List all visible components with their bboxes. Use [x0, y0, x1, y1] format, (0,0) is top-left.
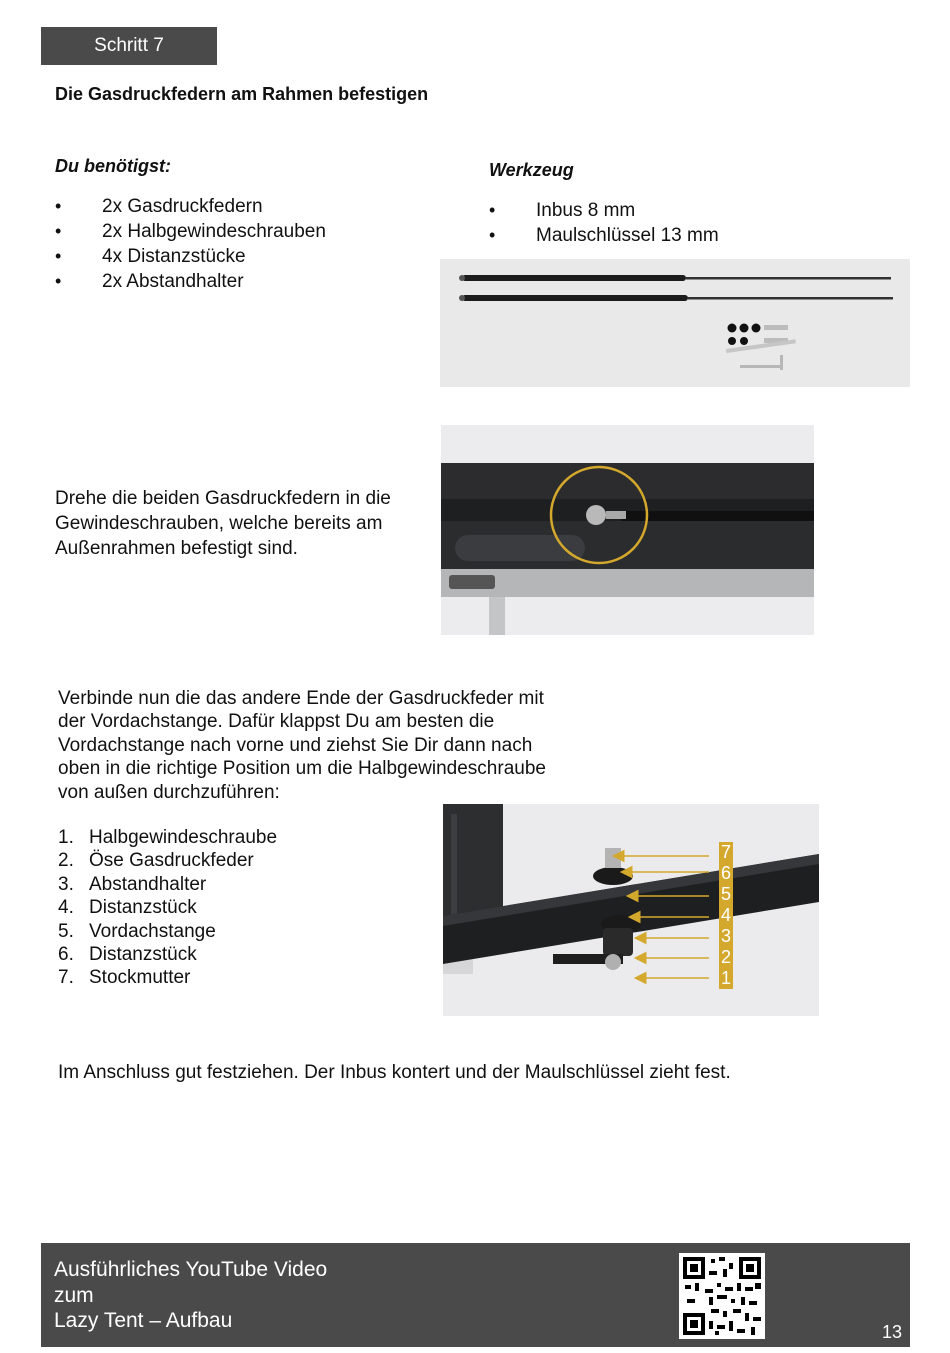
- instruction-1-line: Drehe die beiden Gasdruckfedern in die: [55, 488, 391, 509]
- instruction-2-line: Vordachstange nach vorne und ziehst Sie Dir dann nach: [58, 734, 533, 756]
- photo-number: 1: [720, 968, 732, 988]
- list-item: • Maulschlüssel 13 mm: [489, 223, 719, 248]
- list-item: 5. Vordachstange: [58, 920, 216, 942]
- parts-list: [58, 826, 277, 990]
- list-item: • 2x Abstandhalter: [55, 269, 326, 294]
- list-item: 1. Halbgewindeschraube: [58, 827, 278, 848]
- list-item: 4. Distanzstück: [58, 897, 197, 919]
- instruction-1: [55, 486, 391, 561]
- mounting-photo: [441, 425, 814, 635]
- photo-number: 3: [720, 926, 732, 946]
- list-item: 3. Abstandhalter: [58, 873, 207, 895]
- list-item: • 2x Gasdruckfedern: [55, 194, 326, 219]
- needs-heading: Du benötigst:: [55, 156, 171, 176]
- tools-heading: Werkzeug: [489, 160, 574, 180]
- closing-text: Im Anschluss gut festziehen. Der Inbus kontert und der Maulschlüssel zieht fest.: [58, 1062, 731, 1083]
- instruction-1-line: Gewindeschrauben, welche bereits am: [55, 513, 383, 534]
- instruction-1-line: Außenrahmen befestigt sind.: [55, 538, 298, 559]
- list-item: 6. Distanzstück: [58, 944, 197, 966]
- step-badge: Schritt 7: [41, 27, 217, 65]
- footer-banner: [41, 1243, 910, 1347]
- assembly-photo: [443, 804, 819, 1016]
- instruction-2-line: der Vordachstange. Dafür klappst Du am besten die: [58, 711, 495, 733]
- photo-number: 6: [720, 863, 732, 883]
- instruction-2-line: oben in die richtige Position um die Halbgewindeschraube: [58, 758, 546, 780]
- instruction-2: [58, 687, 546, 804]
- list-item: • Inbus 8 mm: [489, 198, 719, 223]
- list-item: 7. Stockmutter: [58, 967, 191, 989]
- needs-list: [55, 194, 326, 294]
- footer-line: Lazy Tent – Aufbau: [54, 1309, 233, 1332]
- photo-number: 4: [720, 905, 732, 925]
- list-item: • 4x Distanzstücke: [55, 244, 326, 269]
- photo-number: 7: [720, 842, 732, 862]
- tools-list: [489, 198, 719, 248]
- parts-photo: [440, 259, 910, 387]
- instruction-2-line: von außen durchzuführen:: [58, 781, 280, 803]
- footer-line: zum: [54, 1283, 94, 1307]
- list-item: 2. Öse Gasdruckfeder: [58, 850, 254, 872]
- page-number: 13: [881, 1322, 902, 1342]
- photo-number: 2: [720, 947, 732, 967]
- footer-line: Ausführliches YouTube Video: [54, 1258, 328, 1281]
- qr-code-icon[interactable]: [679, 1253, 765, 1339]
- photo-number: 5: [720, 884, 732, 904]
- instruction-2-line: Verbinde nun die das andere Ende der Gasdruckfeder mit: [58, 688, 544, 709]
- page-title: Die Gasdruckfedern am Rahmen befestigen: [55, 84, 429, 104]
- list-item: • 2x Halbgewindeschrauben: [55, 219, 326, 244]
